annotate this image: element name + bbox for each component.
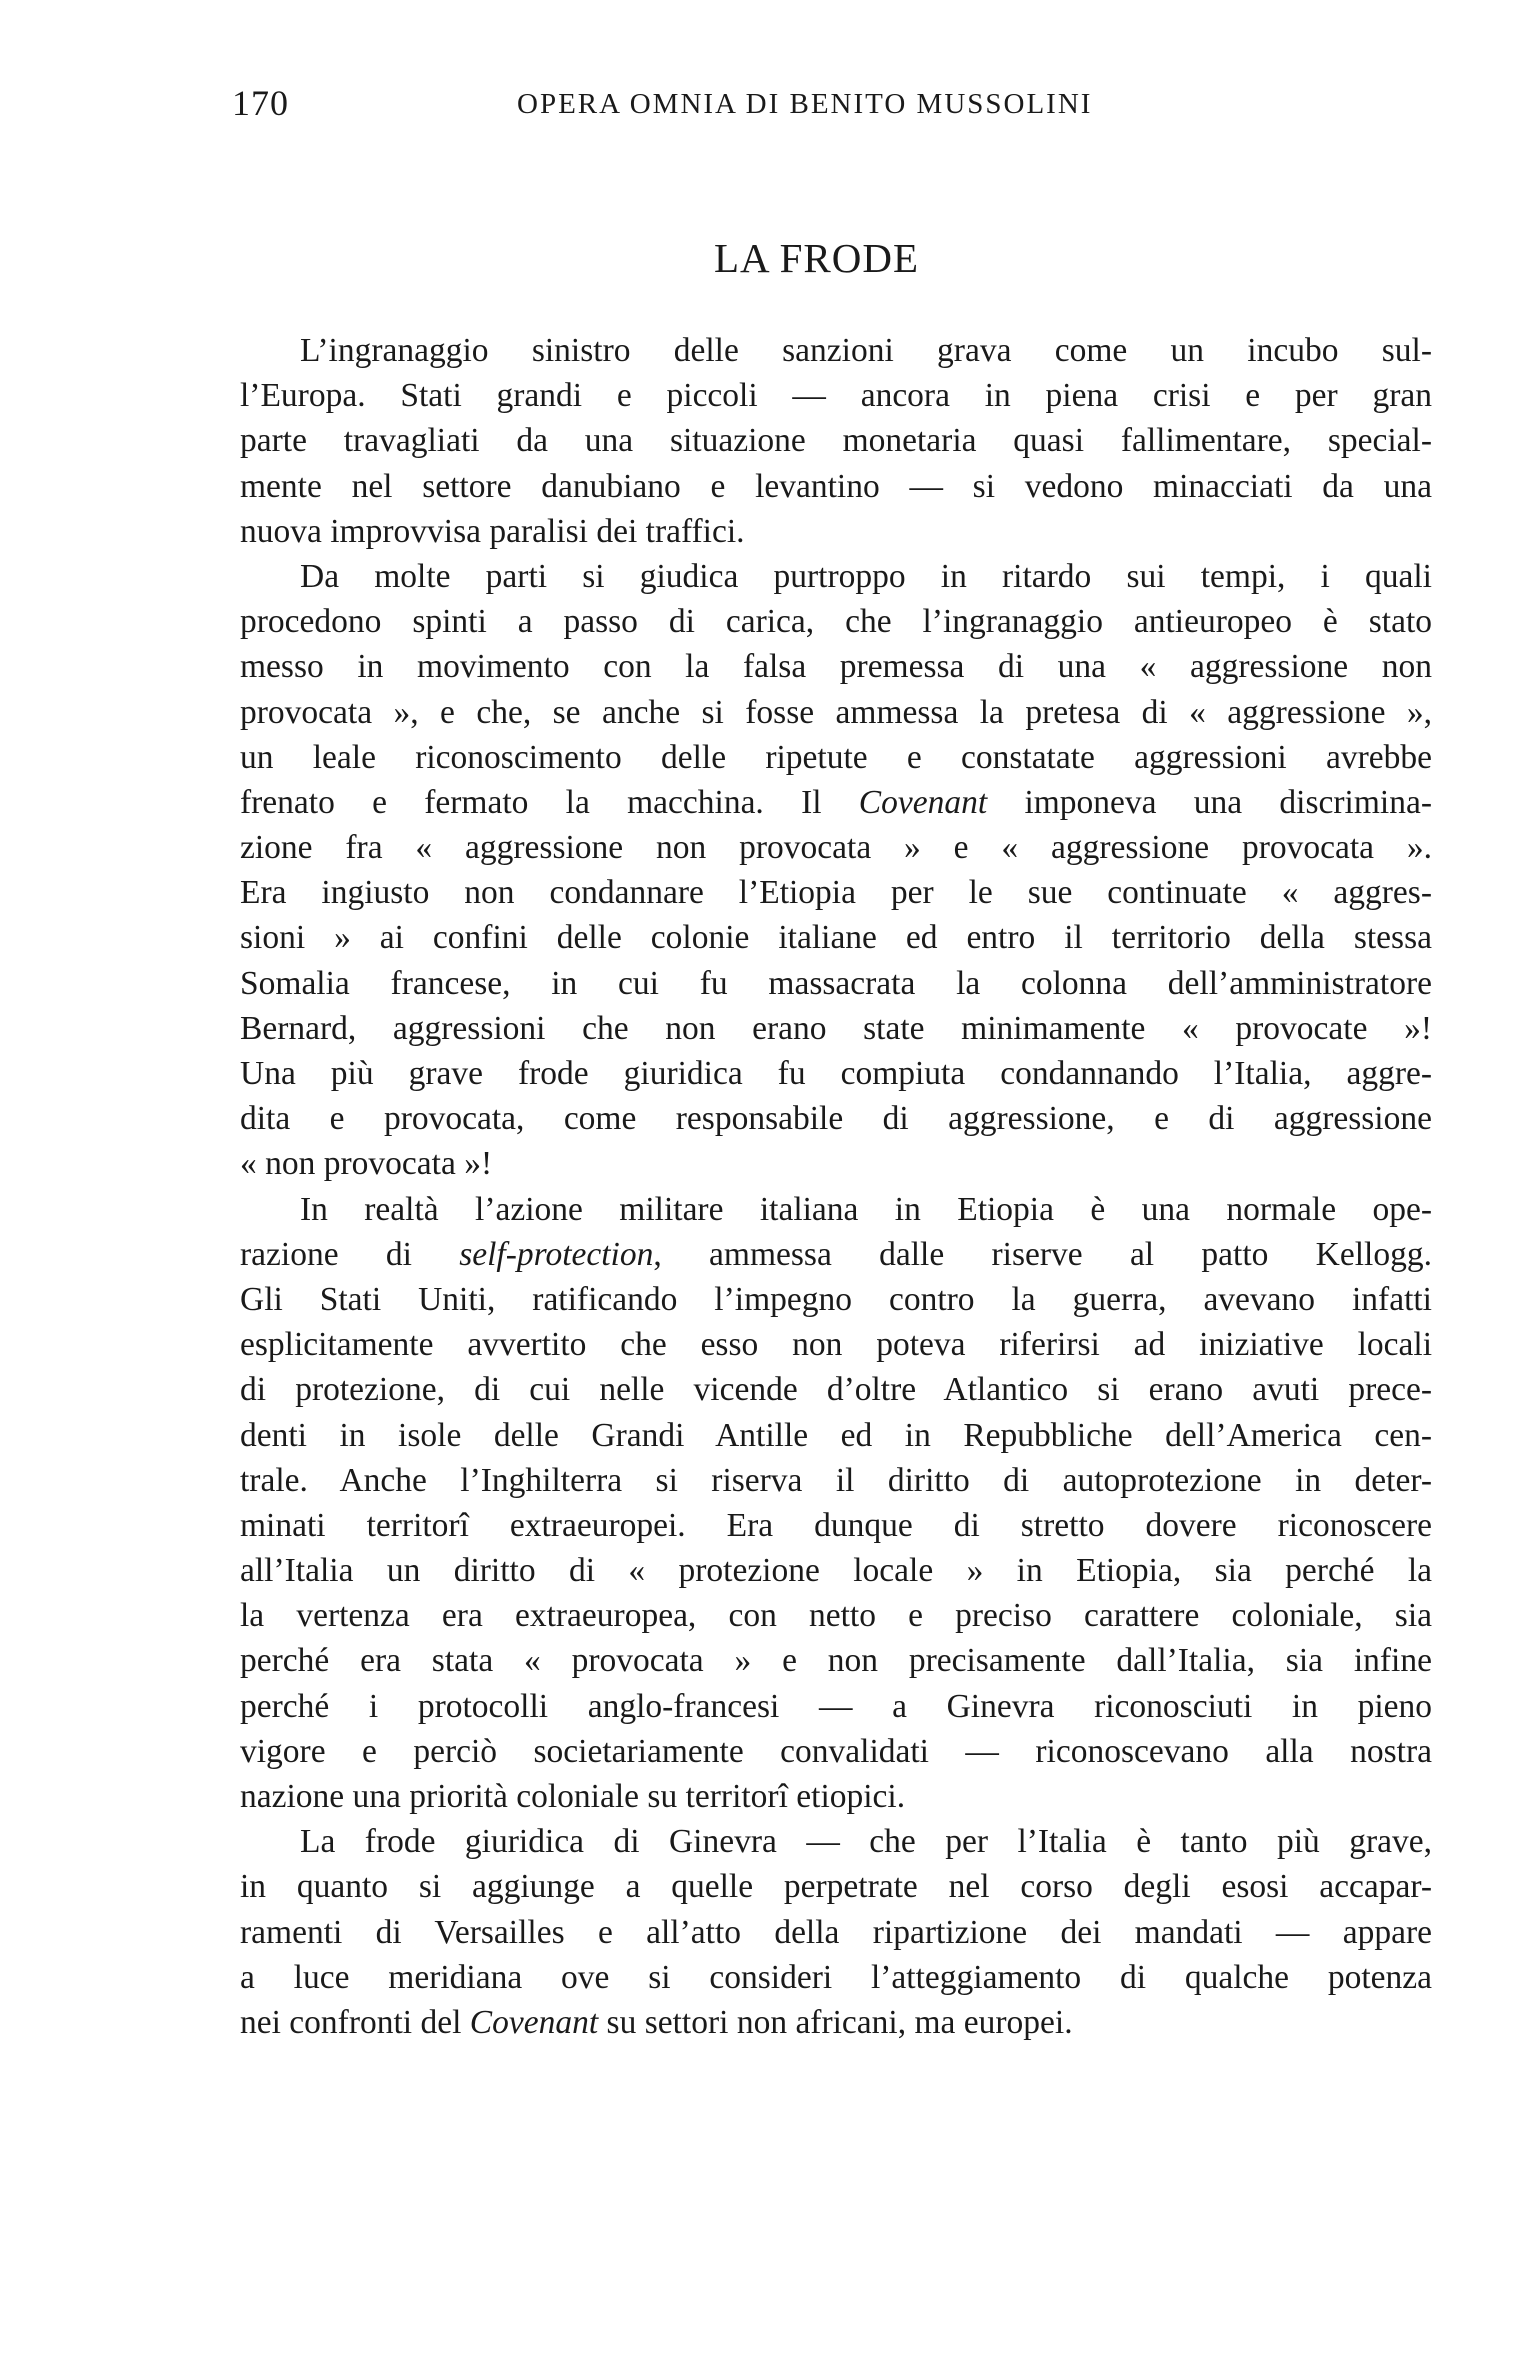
line-text: nuova improvvisa paralisi dei traffici. <box>240 512 745 550</box>
text-line <box>240 915 1432 960</box>
text-line <box>240 418 1432 463</box>
line-text: « non provocata »! <box>240 1145 493 1183</box>
text-line <box>240 961 1432 1006</box>
line-text: su settori non africani, ma europei. <box>598 2003 1073 2041</box>
line-text: denti in isole delle Grandi Antille ed in Repubbliche dell’America cen- <box>240 1416 1432 1454</box>
line-text: , ammessa dalle riserve al patto Kellogg. <box>653 1235 1432 1273</box>
line-text: in quanto si aggiunge a quelle perpetrate nel corso degli esosi accapar- <box>240 1868 1432 1906</box>
line-text: sioni » ai confini delle colonie italiane ed entro il territorio della stessa <box>240 919 1432 957</box>
text-line <box>240 1413 1432 1458</box>
running-header <box>232 82 1292 132</box>
text-line <box>240 1187 1432 1232</box>
line-text: Una più grave frode giuridica fu compiuta condannando l’Italia, aggre- <box>240 1055 1432 1092</box>
line-text: L’ingranaggio sinistro delle sanzioni grava come un incubo sul- <box>300 332 1432 369</box>
text-line <box>240 1819 1432 1864</box>
line-text: all’Italia un diritto di « protezione locale » in Etiopia, sia perché la <box>240 1552 1432 1590</box>
text-line <box>240 690 1432 735</box>
text-line <box>240 1548 1432 1593</box>
line-text: frenato e fermato la macchina. Il <box>240 783 859 821</box>
text-line <box>240 1096 1432 1141</box>
line-text: provocata », e che, se anche si fosse ammessa la pretesa di « aggressione », <box>240 693 1432 731</box>
line-text: perché era stata « provocata » e non precisamente dall’Italia, sia infine <box>240 1642 1432 1680</box>
text-line <box>240 554 1432 599</box>
line-text: un leale riconoscimento delle ripetute e constatate aggressioni avrebbe <box>240 738 1432 776</box>
line-text: La frode giuridica di Ginevra — che per l’Italia è tanto più grave, <box>300 1823 1432 1861</box>
text-line <box>240 870 1432 915</box>
line-text: trale. Anche l’Inghilterra si riserva il diritto di autoprotezione in deter- <box>240 1461 1432 1499</box>
line-text: ramenti di Versailles e all’atto della ripartizione dei mandati — appare <box>240 1913 1432 1951</box>
text-line <box>240 1955 1432 2000</box>
line-text: Somalia francese, in cui fu massacrata la colonna dell’amministratore <box>240 964 1432 1002</box>
line-text: di protezione, di cui nelle vicende d’oltre Atlantico si erano avuti prece- <box>240 1371 1432 1409</box>
text-line <box>240 1864 1432 1909</box>
line-text: messo in movimento con la falsa premessa di una « aggressione non <box>240 648 1432 686</box>
line-text: Da molte parti si giudica purtroppo in ritardo sui tempi, i quali <box>300 557 1432 595</box>
line-text: Gli Stati Uniti, ratificando l’impegno contro la guerra, avevano infatti <box>240 1280 1432 1318</box>
line-text: procedono spinti a passo di carica, che l’ingranaggio antieuropeo è stato <box>240 603 1432 641</box>
text-line <box>240 1232 1432 1277</box>
text-line <box>240 1774 1432 1819</box>
italic-text: self-protection <box>459 1235 654 1273</box>
line-text: dita e provocata, come responsabile di aggressione, e di aggressione <box>240 1100 1432 1138</box>
page-number: 170 <box>232 83 289 123</box>
line-text: imponeva una discrimina- <box>987 783 1432 821</box>
italic-text: Covenant <box>858 783 988 821</box>
line-text: Bernard, aggressioni che non erano state minimamente « provocate »! <box>240 1009 1432 1047</box>
text-line <box>240 1910 1432 1955</box>
text-line <box>240 735 1432 780</box>
running-title: OPERA OMNIA DI BENITO MUSSOLINI <box>517 88 1093 120</box>
text-line <box>240 1367 1432 1412</box>
line-text: mente nel settore danubiano e levantino — si vedono minacciati da una <box>240 467 1432 505</box>
line-text: l’Europa. Stati grandi e piccoli — ancora in piena crisi e per gran <box>240 377 1432 415</box>
line-text: parte travagliati da una situazione monetaria quasi fallimentare, special- <box>240 422 1432 460</box>
text-line <box>240 1684 1432 1729</box>
text-line <box>240 509 1432 554</box>
text-line <box>240 1051 1432 1096</box>
italic-text: Covenant <box>469 2003 599 2041</box>
text-line <box>240 373 1432 418</box>
line-text: minati territorî extraeuropei. Era dunque di stretto dovere riconoscere <box>240 1506 1432 1544</box>
text-line <box>240 599 1432 644</box>
text-line <box>240 1593 1432 1638</box>
text-line <box>240 1503 1432 1548</box>
article-title: LA FRODE <box>713 235 920 281</box>
article-body <box>240 328 1432 2045</box>
text-line <box>240 328 1432 373</box>
text-line <box>240 1006 1432 1051</box>
line-text: la vertenza era extraeuropea, con netto e preciso carattere coloniale, sia <box>240 1597 1432 1635</box>
line-text: perché i protocolli anglo-francesi — a Ginevra riconosciuti in pieno <box>240 1687 1432 1725</box>
line-text: vigore e perciò societariamente convalidati — riconoscevano alla nostra <box>240 1732 1432 1770</box>
text-line <box>240 644 1432 689</box>
line-text: nazione una priorità coloniale su territorî etiopici. <box>240 1778 906 1815</box>
text-line <box>240 780 1432 825</box>
line-text: Era ingiusto non condannare l’Etiopia per le sue continuate « aggres- <box>240 874 1432 912</box>
text-line <box>240 1277 1432 1322</box>
text-line <box>240 1141 1432 1186</box>
line-text: razione di <box>240 1235 460 1273</box>
text-line <box>240 2000 1432 2045</box>
text-line <box>240 1638 1432 1683</box>
text-line <box>240 1322 1432 1367</box>
line-text: a luce meridiana ove si consideri l’atteggiamento di qualche potenza <box>240 1958 1432 1996</box>
text-line <box>240 1729 1432 1774</box>
line-text: nei confronti del <box>240 2003 470 2041</box>
text-line <box>240 464 1432 509</box>
line-text: zione fra « aggressione non provocata » e « aggressione provocata ». <box>240 829 1432 867</box>
text-line <box>240 825 1432 870</box>
line-text: In realtà l’azione militare italiana in Etiopia è una normale ope- <box>300 1190 1432 1228</box>
line-text: esplicitamente avvertito che esso non poteva riferirsi ad iniziative locali <box>240 1326 1432 1364</box>
text-line <box>240 1458 1432 1503</box>
